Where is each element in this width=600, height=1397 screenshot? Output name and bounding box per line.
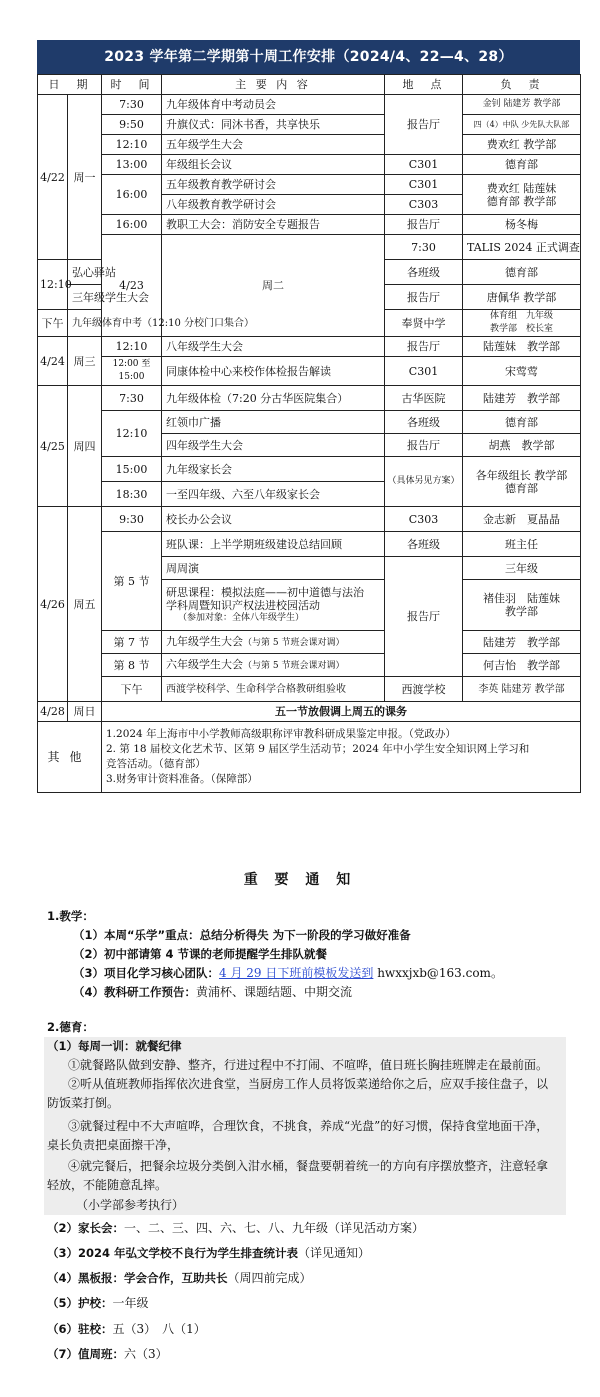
owner-cell: 陆建芳 教学部: [463, 386, 581, 411]
location-cell: 古华医院: [385, 386, 463, 411]
notice-item: [47, 1245, 370, 1261]
notice-item: [47, 1295, 149, 1311]
content-cell: 同康体检中心来校作体检报告解读: [162, 357, 385, 386]
header-content: 主 要 内 容: [162, 75, 385, 95]
content-cell: 九年级体检（7:20 分古华医院集合）: [162, 386, 385, 411]
owner-line: 德育部 教学部: [486, 194, 557, 208]
content-cell: 五年级教育教学研讨会: [162, 175, 385, 195]
day-cell: 周日: [68, 702, 102, 722]
content-cell: [162, 631, 385, 654]
content-cell: 三年级学生大会: [68, 285, 102, 310]
time-cell: 7:30: [102, 386, 162, 411]
time-cell: 7:30: [102, 95, 162, 115]
table-row: [38, 677, 581, 702]
owner-cell: 金钊 陆建芳 教学部: [463, 95, 581, 115]
table-row: [38, 115, 581, 135]
notice-item-text: 六（3）: [124, 1347, 168, 1361]
time-cell: 12:10: [102, 135, 162, 155]
date-cell: 4/26: [38, 507, 68, 702]
other-label-a: 其: [47, 749, 70, 764]
location-cell: 各班级: [385, 411, 463, 434]
owner-cell: 杨冬梅: [463, 215, 581, 235]
content-note: （与第 5 节班会课对调）: [243, 660, 345, 671]
notice-item-text: （周四前完成）: [227, 1271, 312, 1285]
rule-line: 桌长负责把桌面擦干净，: [47, 1138, 180, 1152]
notice-item: [47, 1270, 312, 1286]
header-date: 日 期: [38, 75, 102, 95]
location-cell: C301: [385, 175, 463, 195]
time-cell: 12:10: [102, 411, 162, 457]
owner-line: 教学部 校长室: [489, 324, 553, 334]
notice-item-text: 一年级: [112, 1296, 149, 1310]
content-cell: [162, 580, 385, 631]
content-cell: 八年级学生大会: [162, 337, 385, 357]
content-note: （与第 5 节班会课对调）: [243, 637, 345, 648]
content-line: 研思课程：模拟法庭——初中道德与法治: [166, 585, 364, 599]
owner-cell: [463, 310, 581, 337]
rule-line: ④就完餐后，把餐余垃圾分类倒入泔水桶，餐盘要朝着统一的方向有序摆放整齐，注意轻拿: [68, 1159, 549, 1173]
location-cell: 报告厅: [385, 95, 463, 155]
notice-item-label: （4）教科研工作预告：: [73, 985, 197, 999]
other-label: [38, 722, 102, 793]
location-cell: 报告厅: [385, 557, 463, 677]
table-row: [38, 457, 581, 482]
table-row: [38, 411, 581, 434]
content-cell: 九年级体育中考动员会: [162, 95, 385, 115]
owner-cell: 四（4）中队 少先队大队部: [463, 115, 581, 135]
location-cell: 报告厅: [385, 215, 463, 235]
table-row: [38, 95, 581, 115]
location-cell: 西渡学校: [385, 677, 463, 702]
notice-title: 重 要 通 知: [243, 872, 357, 888]
rule-line: ③就餐过程中不大声喧哗，合理饮食，不挑食，养成“光盘”的好习惯，保持食堂地面干净，: [68, 1119, 549, 1133]
other-items: [102, 722, 581, 793]
notice-item: （2）初中部请第 4 节课的老师提醒学生排队就餐: [73, 947, 328, 961]
table-row: [38, 235, 581, 260]
rule-line: 轻放，不能随意乱摔。: [47, 1178, 168, 1192]
date-cell: 4/22: [38, 95, 68, 260]
holiday-note: 五一节放假调上周五的课务: [102, 702, 581, 722]
time-cell: 12:10: [38, 260, 68, 310]
time-cell: 下午: [102, 677, 162, 702]
location-cell: 各班级: [385, 260, 463, 285]
table-row: [38, 507, 581, 532]
owner-cell: [463, 457, 581, 507]
notice-item-label: （4）黑板报：学会合作，互助共长: [47, 1271, 228, 1285]
owner-cell: [463, 580, 581, 631]
table-header-row: [38, 75, 581, 95]
notice-item-label: （2）家长会：: [47, 1221, 125, 1235]
time-cell: 12:10: [102, 337, 162, 357]
day-cell: 周五: [68, 507, 102, 702]
time-cell: 16:00: [102, 215, 162, 235]
owner-cell: 德育部: [463, 411, 581, 434]
notice-item-text: （详见通知）: [298, 1246, 371, 1260]
other-line: 2. 第 18 届校文化艺术节、区第 9 届区学生活动节；2024 年中小学生安全知识网上学习和: [106, 743, 530, 755]
time-cell: 第 8 节: [102, 654, 162, 677]
header-time: 时 间: [102, 75, 162, 95]
time-cell: 第 7 节: [102, 631, 162, 654]
content-cell: 校长办公会议: [162, 507, 385, 532]
other-line: 1.2024 年上海市中小学教师高级职称评审教科研成果鉴定申报。（党政办）: [106, 728, 456, 740]
owner-cell: 李英 陆建芳 教学部: [463, 677, 581, 702]
rule-line: ①就餐路队做到安静、整齐，行进过程中不打闹、不喧哗，值日班长胸挂班牌走在最前面。: [68, 1058, 549, 1072]
content-text: 六年级学生大会: [166, 657, 243, 671]
time-cell: 第 5 节: [102, 532, 162, 631]
table-row: [38, 215, 581, 235]
owner-cell: 陆莲妹 教学部: [463, 337, 581, 357]
content-cell: 班队课：上半学期班级建设总结回顾: [162, 532, 385, 557]
rule-line: 防饭菜打倒。: [47, 1096, 120, 1110]
location-cell: 报告厅: [385, 285, 463, 310]
content-cell: 年级组长会议: [162, 155, 385, 175]
time-cell: 15:00: [102, 457, 162, 482]
owner-cell: 陆建芳 教学部: [463, 631, 581, 654]
day-cell: 周四: [68, 386, 102, 507]
notice-item-text: 一、二、三、四、六、七、八、九年级（详见活动方案）: [124, 1221, 425, 1235]
notice-email: hwxxjxb@163.com。: [373, 966, 503, 980]
schedule-title: 2023 学年第二学期第十周工作安排（2024/4、22—4、28）: [37, 40, 580, 74]
owner-line: 体育组 九年级: [489, 311, 553, 321]
schedule-table: [37, 74, 581, 793]
table-row: [38, 357, 581, 386]
content-cell: 西渡学校科学、生命科学合格教研组验收: [162, 677, 385, 702]
table-row: [38, 135, 581, 155]
time-line: 15:00: [118, 372, 145, 382]
table-row: [38, 337, 581, 357]
header-owner: 负 责: [463, 75, 581, 95]
location-cell: 报告厅: [385, 337, 463, 357]
location-cell: C303: [385, 507, 463, 532]
owner-cell: 金志新 夏晶晶: [463, 507, 581, 532]
notice-item: [47, 1321, 206, 1337]
content-cell: 五年级学生大会: [162, 135, 385, 155]
notice-item-text: 五（3） 八（1）: [112, 1322, 206, 1336]
owner-cell: 德育部: [463, 260, 581, 285]
table-row: [38, 631, 581, 654]
notice-item: [73, 965, 503, 981]
owner-line: 褚佳羽 陆莲妹: [483, 592, 560, 605]
content-cell: 升旗仪式：同沐书香，共享快乐: [162, 115, 385, 135]
time-cell: 13:00: [102, 155, 162, 175]
section-heading: 1.教学：: [47, 909, 94, 923]
time-cell: 9:50: [102, 115, 162, 135]
section-heading: 2.德育：: [47, 1020, 94, 1034]
time-line: 12:00 至: [112, 359, 151, 369]
location-cell: C303: [385, 195, 463, 215]
location-cell: C301: [385, 357, 463, 386]
notice-item-label: （7）值周班：: [47, 1347, 125, 1361]
location-cell: C301: [385, 155, 463, 175]
day-cell: 周三: [68, 337, 102, 386]
owner-line: 费欢红 陆莲妹: [486, 181, 557, 195]
notice-item: [47, 1220, 424, 1236]
weekly-schedule: [37, 40, 580, 793]
notice-item: （1）本周“乐学”重点：总结分析得失 为下一阶段的学习做好准备: [73, 928, 411, 942]
table-row: [38, 175, 581, 195]
time-cell: 16:00: [102, 175, 162, 215]
notice-item-text: 黄浦杯、课题结题、中期交流: [196, 985, 353, 999]
time-cell: 下午: [38, 310, 68, 337]
owner-cell: 宋莺莺: [463, 357, 581, 386]
owner-cell: 德育部: [463, 155, 581, 175]
owner-line: 教学部: [505, 605, 538, 618]
rule-line: ②听从值班教师指挥依次进食堂，当厨房工作人员将饭菜递给你之后，应双手接住盘子，以: [68, 1077, 549, 1091]
content-cell: 教职工大会：消防安全专题报告: [162, 215, 385, 235]
other-label-b: 他: [69, 749, 92, 764]
owner-cell: 唐佩华 教学部: [463, 285, 581, 310]
table-row: [38, 386, 581, 411]
content-cell: 周周演: [162, 557, 385, 580]
time-cell: 9:30: [102, 507, 162, 532]
content-cell: 八年级教育教学研讨会: [162, 195, 385, 215]
owner-cell: 胡燕 教学部: [463, 434, 581, 457]
table-row-other: [38, 722, 581, 793]
table-row: [38, 155, 581, 175]
owner-line: 各年级组长 教学部: [475, 468, 568, 482]
date-cell: 4/25: [38, 386, 68, 507]
day-cell: 周二: [162, 235, 385, 337]
date-cell: 4/23: [102, 235, 162, 337]
table-row: [38, 702, 581, 722]
content-cell: 一至四年级、六至八年级家长会: [162, 482, 385, 507]
content-line: （参加对象：全体八年级学生）: [178, 612, 305, 623]
content-text: 九年级学生大会: [166, 634, 243, 648]
owner-cell: 何吉怡 教学部: [463, 654, 581, 677]
owner-cell: 三年级: [463, 557, 581, 580]
date-cell: 4/24: [38, 337, 68, 386]
content-cell: 红领巾广播: [162, 411, 385, 434]
content-cell: [162, 654, 385, 677]
notice-item: （1）每周一训：就餐纪律: [47, 1039, 182, 1053]
location-cell: 奉贤中学: [385, 310, 463, 337]
content-cell: TALIS 2024 正式调查: [463, 235, 581, 260]
rule-note: （小学部参考执行）: [76, 1198, 185, 1212]
owner-cell: 班主任: [463, 532, 581, 557]
owner-line: 德育部: [505, 481, 538, 495]
header-location: 地 点: [385, 75, 463, 95]
content-line: 学科周暨知识产权法进校园活动: [166, 598, 320, 612]
time-cell: 18:30: [102, 482, 162, 507]
other-line: 竞答活动。（德育部）: [106, 758, 206, 770]
content-cell: 四年级学生大会: [162, 434, 385, 457]
notice-item-label: （3）2024 年弘文学校不良行为学生排查统计表: [47, 1246, 299, 1260]
notice-item: [73, 984, 352, 1000]
notice-item-label: （6）驻校：: [47, 1322, 113, 1336]
time-cell: 7:30: [385, 235, 463, 260]
owner-cell: [463, 175, 581, 215]
notice-link[interactable]: 4 月 29 日下班前模板发送到: [219, 966, 374, 980]
day-cell: 周一: [68, 95, 102, 260]
content-cell: 弘心驿站: [68, 260, 102, 285]
location-cell: （具体另见方案）: [385, 457, 463, 507]
notice-item: [47, 1346, 168, 1362]
notice-item-label: （3）项目化学习核心团队：: [73, 966, 220, 980]
content-cell: 九年级家长会: [162, 457, 385, 482]
time-cell: [102, 357, 162, 386]
location-cell: 各班级: [385, 532, 463, 557]
date-cell: 4/28: [38, 702, 68, 722]
table-row: [38, 532, 581, 557]
content-cell: 九年级体育中考（12:10 分校门口集合）: [68, 310, 102, 337]
notice-item-label: （5）护校：: [47, 1296, 113, 1310]
location-cell: 报告厅: [385, 434, 463, 457]
other-line: 3.财务审计资料准备。（保障部）: [106, 773, 258, 785]
table-row: [38, 654, 581, 677]
owner-cell: 费欢红 教学部: [463, 135, 581, 155]
